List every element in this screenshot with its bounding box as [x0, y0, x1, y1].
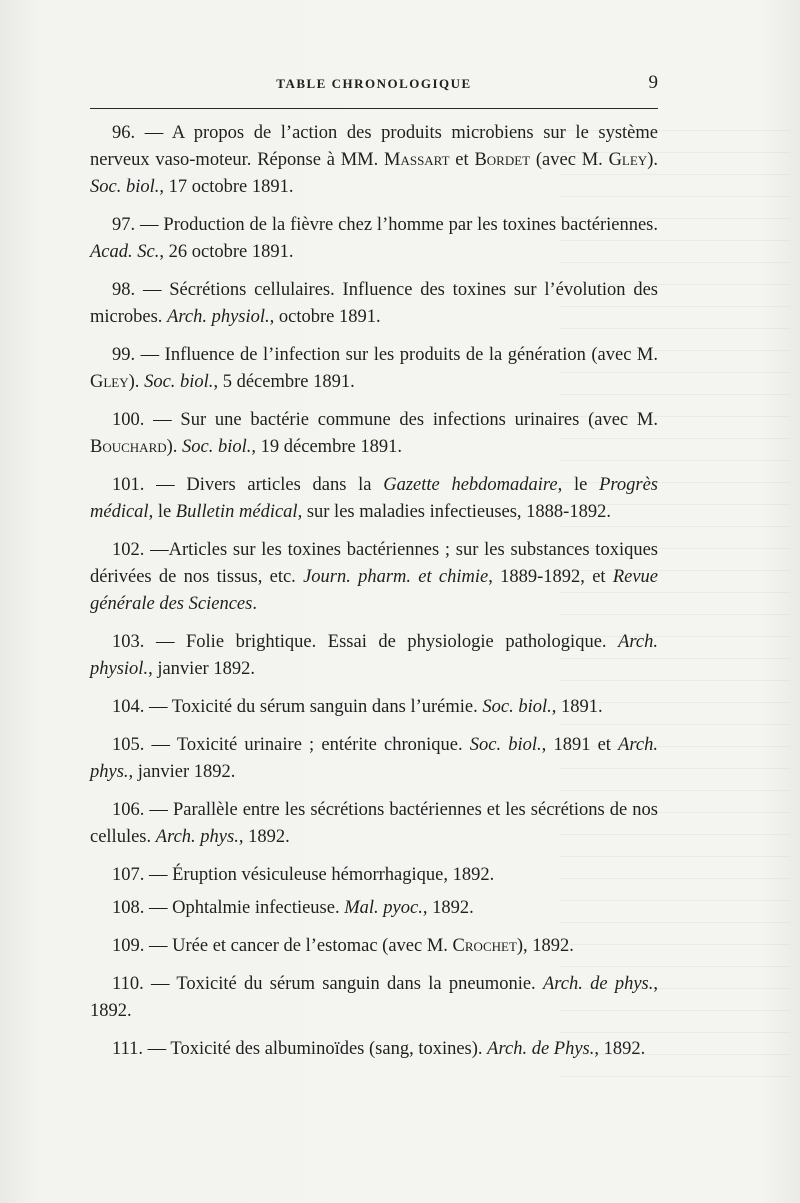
journal-title: Arch. physiol.	[167, 307, 270, 327]
entry-number: 111.	[112, 1039, 144, 1059]
entry-number: 97.	[112, 215, 136, 235]
entry-number: 105.	[112, 735, 145, 755]
author-name: Gley	[608, 150, 648, 170]
author-name: Gley	[90, 372, 129, 392]
entry-number: 96.	[112, 123, 136, 143]
entry-number: 109.	[112, 936, 145, 956]
entry-number: 103.	[112, 632, 145, 652]
entry-106: 106. — Parallèle entre les sécrétions bactériennes et les sécrétions de nos cellules. Arch. phys., 1892.	[90, 800, 658, 847]
entry-96: 96. — A propos de l’action des produits microbiens sur le système nerveux vaso-moteur. Réponse à MM. Massart et Bordet (avec M. Gley). Soc. biol., 17 octobre 1891.	[90, 123, 658, 197]
entry-107: 107. — Éruption vésiculeuse hémorrhagique, 1892.	[112, 865, 495, 885]
entry-110: 110. — Toxicité du sérum sanguin dans la pneumonie. Arch. de phys., 1892.	[90, 974, 659, 1021]
entry-number: 98.	[112, 280, 136, 300]
running-title: TABLE CHRONOLOGIQUE	[276, 76, 472, 91]
journal-title: Arch. phys.	[155, 827, 239, 847]
author-name: Bouchard	[90, 437, 167, 457]
entry-number: 100.	[112, 410, 145, 430]
entry-99: 99. — Influence de l’infection sur les produits de la génération (avec M. Gley). Soc. biol., 5 décembre 1891.	[90, 345, 659, 392]
header-rule	[90, 108, 658, 109]
journal-title: Arch. phys.	[90, 735, 659, 782]
entry-100: 100. — Sur une bactérie commune des infections urinaires (avec M. Bouchard). Soc. biol., 19 décembre 1891.	[90, 410, 658, 457]
journal-title: Arch. de Phys.	[487, 1039, 595, 1059]
author-name: Bordet	[474, 150, 531, 170]
journal-title: Soc. biol.	[469, 735, 542, 755]
journal-title: Arch. physiol.	[90, 632, 658, 679]
entry-104: 104. — Toxicité du sérum sanguin dans l’urémie. Soc. biol., 1891.	[112, 697, 603, 717]
entry-97: 97. — Production de la fièvre chez l’homme par les toxines bactériennes. Acad. Sc., 26 octobre 1891.	[90, 215, 659, 262]
entry-number: 106.	[112, 800, 145, 820]
entry-98: 98. — Sécrétions cellulaires. Influence des toxines sur l’évolution des microbes. Arch. physiol., octobre 1891.	[90, 280, 658, 327]
journal-title: Revue générale des Sciences	[90, 567, 658, 614]
author-name: Massart	[384, 150, 450, 170]
entry-105: 105. — Toxicité urinaire ; entérite chronique. Soc. biol., 1891 et Arch. phys., janvier 1892.	[90, 735, 659, 782]
journal-title: Acad. Sc.	[90, 242, 160, 262]
journal-title: Gazette hebdomadaire	[383, 475, 558, 495]
entry-number: 104.	[112, 697, 145, 717]
entry-103: 103. — Folie brightique. Essai de physiologie pathologique. Arch. physiol., janvier 1892.	[90, 632, 658, 679]
entry-number: 99.	[112, 345, 136, 365]
journal-title: Soc. biol.	[482, 697, 552, 717]
journal-title: Soc. biol.	[90, 177, 160, 197]
journal-title: Mal. pyoc.	[344, 898, 423, 918]
entry-101: 101. — Divers articles dans la Gazette hebdomadaire, le Progrès médical, le Bulletin médical, sur les maladies infectieuses, 1888-1892.	[90, 475, 658, 522]
bibliography-list	[90, 120, 658, 1074]
journal-title: Bulletin médical	[175, 502, 298, 522]
journal-title: Progrès médical	[90, 475, 658, 522]
journal-title: Soc. biol.	[182, 437, 252, 457]
entry-109: 109. — Urée et cancer de l’estomac (avec M. Crochet), 1892.	[112, 936, 574, 956]
journal-title: Soc. biol.	[144, 372, 214, 392]
running-header	[90, 68, 658, 102]
entry-number: 108.	[112, 898, 145, 918]
journal-title: Journ. pharm. et chimie	[303, 567, 489, 587]
entry-102: 102. —Articles sur les toxines bactériennes ; sur les substances toxiques dérivées de nos tissus, etc. Journ. pharm. et chimie, 1889-1892, et Revue générale des Sciences.	[90, 540, 658, 614]
entry-number: 102.	[112, 540, 145, 560]
entry-number: 101.	[112, 475, 145, 495]
entry-108: 108. — Ophtalmie infectieuse. Mal. pyoc., 1892.	[112, 898, 474, 918]
entry-111: 111. — Toxicité des albuminoïdes (sang, toxines). Arch. de Phys., 1892.	[112, 1039, 646, 1059]
journal-title: Arch. de phys.	[542, 974, 654, 994]
author-name: Crochet	[452, 936, 517, 956]
entry-number: 107.	[112, 865, 145, 885]
entry-number: 110.	[112, 974, 144, 994]
page-number: 9	[648, 72, 658, 93]
